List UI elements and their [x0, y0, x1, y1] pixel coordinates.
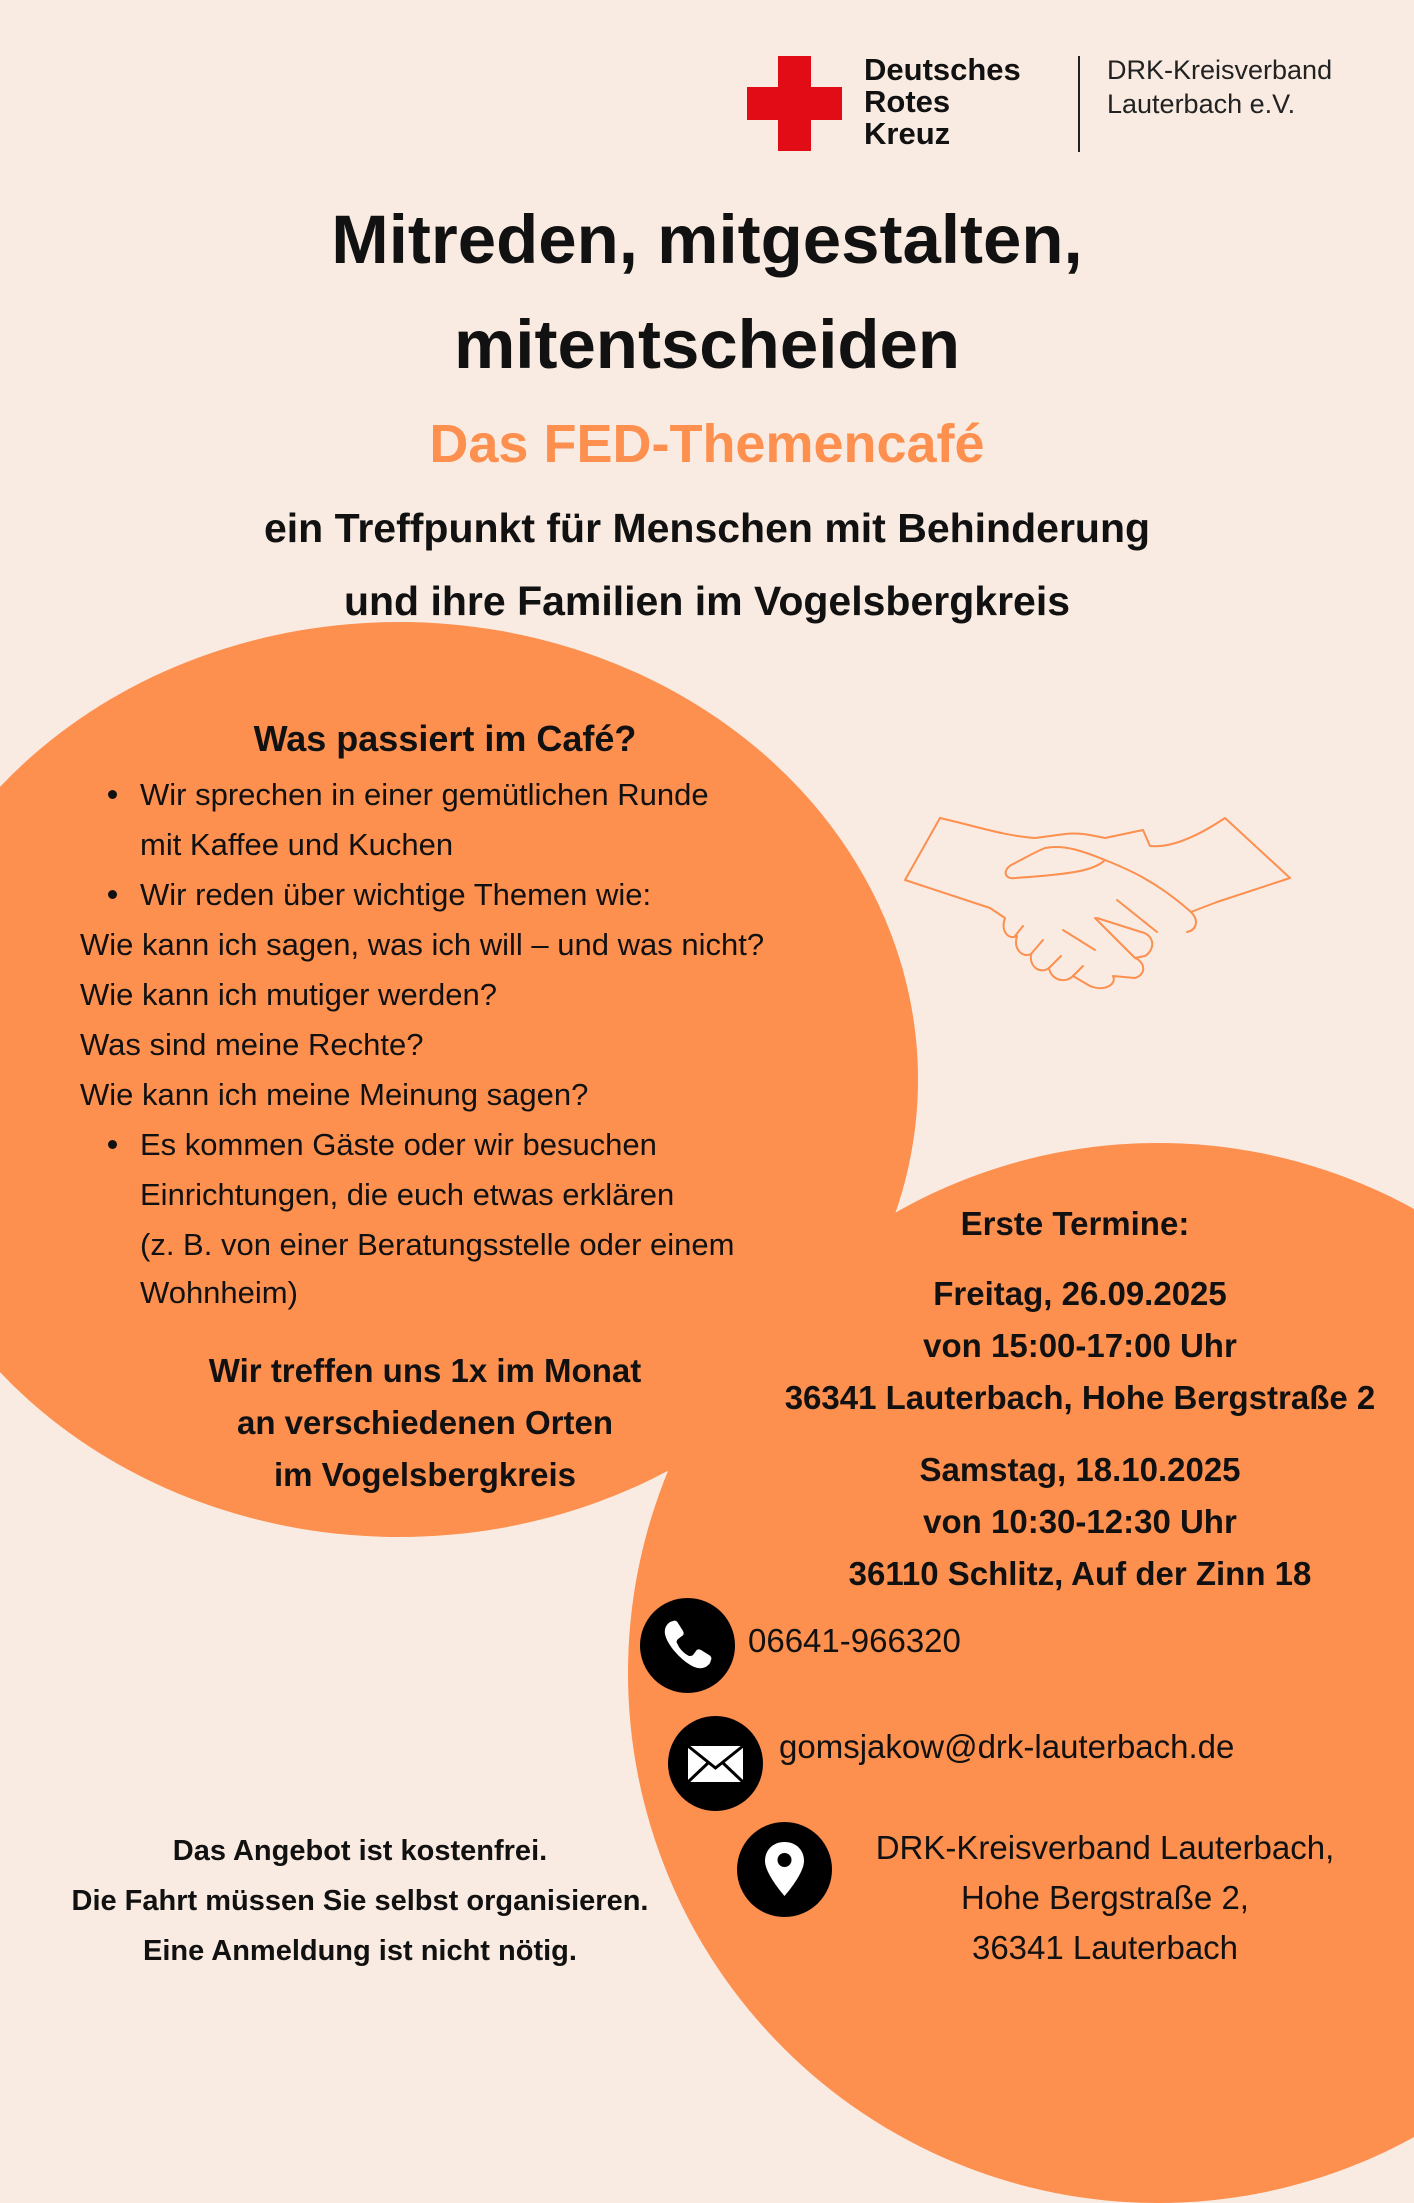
mail-icon [668, 1716, 763, 1811]
address [830, 1823, 1380, 1973]
header-divider [1078, 56, 1080, 152]
dates-heading: Erste Termine: [960, 1205, 1190, 1242]
bullet-dot [108, 790, 117, 799]
question-line: Was sind meine Rechte? [80, 1027, 424, 1062]
org-line: DRK-Kreisverband [1107, 55, 1333, 85]
meeting-line: Wir treffen uns 1x im Monat [208, 1352, 642, 1389]
question-line: Wie kann ich sagen, was ich will – und was nicht? [80, 927, 765, 962]
org-line: Lauterbach e.V. [1107, 89, 1296, 119]
footer-info [10, 1826, 710, 1976]
organization-name [1107, 53, 1332, 121]
drk-logo-text [864, 54, 1021, 150]
page-title-line-1: Mitreden, mitgestalten, [331, 201, 1083, 278]
logo-line: Deutsches [864, 52, 1021, 87]
meeting-line: im Vogelsbergkreis [273, 1456, 576, 1493]
email-address[interactable]: gomsjakow@drk-lauterbach.de [779, 1728, 1235, 1765]
page-title-line-2: mitentscheiden [453, 306, 961, 383]
date-entry [720, 1444, 1414, 1600]
bullet-text: (z. B. von einer Beratungsstelle oder einem [140, 1227, 735, 1262]
footer-line: Das Angebot ist kostenfrei. [172, 1835, 548, 1867]
cafe-heading: Was passiert im Café? [253, 718, 637, 759]
location-pin-icon [737, 1822, 832, 1917]
intro-line-1: ein Treffpunkt für Menschen mit Behinderung [263, 505, 1151, 551]
date-time: von 10:30-12:30 Uhr [923, 1503, 1237, 1540]
address-line: DRK-Kreisverband Lauterbach, [875, 1829, 1335, 1866]
bullet-text: Wir reden über wichtige Themen wie: [140, 877, 652, 912]
red-cross-logo-icon [747, 56, 842, 151]
date-day: Freitag, 26.09.2025 [933, 1275, 1227, 1312]
phone-icon [640, 1598, 735, 1693]
bullet-text: Wir sprechen in einer gemütlichen Runde [140, 777, 709, 812]
bullet-dot [108, 890, 117, 899]
date-entry [720, 1268, 1414, 1424]
logo-line: Rotes [864, 84, 951, 119]
date-location: 36110 Schlitz, Auf der Zinn 18 [848, 1555, 1312, 1592]
phone-number[interactable]: 06641-966320 [748, 1622, 961, 1659]
meeting-info [110, 1345, 740, 1501]
bullet-text: Einrichtungen, die euch etwas erklären [140, 1177, 675, 1212]
bullet-dot [108, 1140, 117, 1149]
address-line: Hohe Bergstraße 2, [961, 1879, 1249, 1916]
logo-line: Kreuz [864, 116, 951, 151]
footer-line: Die Fahrt müssen Sie selbst organisieren. [71, 1885, 649, 1917]
question-line: Wie kann ich meine Meinung sagen? [80, 1077, 589, 1112]
bullet-text: mit Kaffee und Kuchen [140, 827, 454, 862]
bullet-text: Wohnheim) [140, 1275, 298, 1310]
date-time: von 15:00-17:00 Uhr [923, 1327, 1237, 1364]
page-subtitle: Das FED-Themencafé [429, 414, 985, 474]
question-line: Wie kann ich mutiger werden? [80, 977, 497, 1012]
bullet-text: Es kommen Gäste oder wir besuchen [140, 1127, 657, 1162]
address-line: 36341 Lauterbach [971, 1929, 1239, 1966]
date-day: Samstag, 18.10.2025 [919, 1451, 1241, 1488]
intro-line-2: und ihre Familien im Vogelsbergkreis [343, 578, 1071, 624]
handshake-icon [895, 808, 1305, 1008]
footer-line: Eine Anmeldung ist nicht nötig. [143, 1935, 577, 1967]
meeting-line: an verschiedenen Orten [237, 1404, 613, 1441]
date-location: 36341 Lauterbach, Hohe Bergstraße 2 [784, 1379, 1376, 1416]
